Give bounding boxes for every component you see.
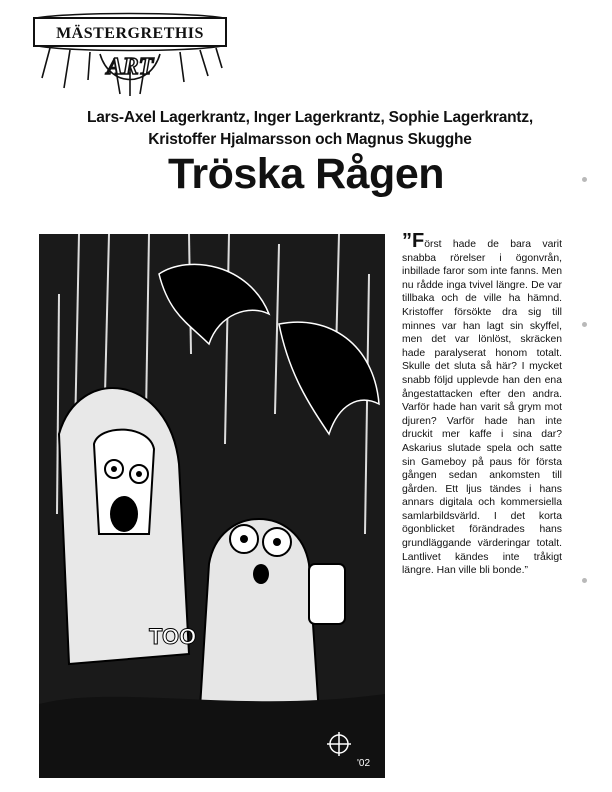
punch-hole: [582, 578, 587, 583]
punch-hole: [582, 177, 587, 182]
authors-line-2: Kristoffer Hjalmarsson och Magnus Skugghe: [148, 131, 472, 148]
story-text: [402, 230, 562, 578]
horror-illustration: [39, 234, 385, 778]
illustration-lettering: TOO: [149, 624, 197, 649]
ground: [39, 694, 385, 778]
hooded-ghoul: [59, 388, 189, 664]
author-list: [40, 107, 580, 151]
article-title: Tröska Rågen: [168, 150, 444, 198]
authors-line-1: Lars-Axel Lagerkrantz, Inger Lagerkrantz, Sophie Lagerkrantz,: [86, 109, 534, 126]
gameboy-device: [309, 564, 345, 624]
story-body: örst hade de bara varit snabba rörelser i ögonvrån, inbillade faror som inte fanns. Men nu rådde inga tvivel längre. De var tillbaka och de ville ha hämnd. Kristoffer försökte dra sig till minnes var han lagt sin skyffel, men det var lönlöst, skräcken hade paralyserat honom totalt. Skulle det sluta så här? I mycket snabb följd upplevde han den ena ångestattacken efter den andra. Varför hade han varit så grym mot djuren? Varför hade han inte druckit mer kaffe i sina dar? Askarius slutade spela och satte sin Gameboy på paus för första gången sedan ankomsten till gården. Ett ljus tändes i hans annars digitala och kommersiella samlarbildsvärld. I det korta ögonblicket förändrades hans grundläggande värderingar totalt. Lantlivet kändes inte tråkigt längre. Han ville bli bonde.”: [402, 239, 562, 577]
quote-drop-cap: ”F: [402, 230, 425, 252]
frightened-child: [199, 519, 319, 724]
logo-text-top: MÄSTERGRETHIS: [56, 25, 204, 42]
punch-hole: [582, 322, 587, 327]
mastergrethis-art-logo: [30, 8, 230, 98]
logo-text-bottom: ART: [106, 54, 154, 80]
signature-year: '02: [357, 758, 371, 769]
